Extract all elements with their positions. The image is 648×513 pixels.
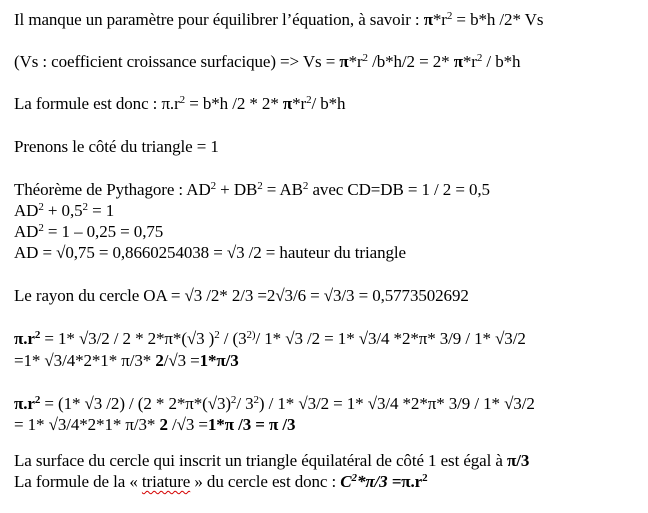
text-segment: = b*h /2* Vs xyxy=(452,10,544,29)
text-segment: *r xyxy=(348,52,363,71)
superscript: 2 xyxy=(351,472,357,484)
text-segment: avec CD=DB = 1 / 2 = 0,5 xyxy=(308,180,490,199)
line-vs-definition xyxy=(14,52,520,72)
text-segment: = 1* √3/2 / 2 * 2*π*(√3 ) xyxy=(40,329,215,348)
text-segment: AD xyxy=(14,201,39,220)
text-segment: = 1 – 0,25 = 0,75 xyxy=(43,222,164,241)
text-segment: C xyxy=(340,472,352,491)
text-segment: » du cercle est donc : xyxy=(190,472,341,491)
line-missing-parameter xyxy=(14,10,543,30)
text-segment: *π/3 = xyxy=(356,472,402,491)
text-segment: 2 xyxy=(155,351,164,370)
text-segment: /b*h/2 = 2* xyxy=(367,52,454,71)
text-segment: = (1* √3 /2) / (2 * 2*π*(√3) xyxy=(40,394,231,413)
text-segment: La formule de la « xyxy=(14,472,142,491)
text-segment: / b*h xyxy=(311,94,346,113)
line-area-calc-1 xyxy=(14,329,526,349)
text-segment: π xyxy=(453,52,463,71)
text-segment: π xyxy=(423,10,433,29)
line-pythagoras xyxy=(14,180,490,200)
line-triature-formula xyxy=(14,472,428,492)
text-segment: π/3 xyxy=(507,451,530,470)
line-area-calc-2-result xyxy=(14,415,295,435)
text-segment: /√3 = xyxy=(163,351,200,370)
superscript: 2 xyxy=(230,394,237,406)
line-conclusion xyxy=(14,451,529,471)
superscript: 2 xyxy=(362,52,368,64)
line-area-calc-2 xyxy=(14,394,535,414)
superscript: 2 xyxy=(257,180,263,192)
line-area-calc-1-result xyxy=(14,351,239,371)
text-segment: = 1 xyxy=(87,201,115,220)
superscript: 2 xyxy=(34,394,41,406)
text-segment: / 3 xyxy=(236,394,254,413)
superscript: 2 xyxy=(179,94,186,106)
text-segment: Théorème de Pythagore : AD xyxy=(14,180,211,199)
text-segment: /√3 = xyxy=(167,415,208,434)
superscript: 2 xyxy=(306,94,312,106)
text-segment: / b*h xyxy=(482,52,521,71)
superscript: 2 xyxy=(302,180,309,192)
text-segment: = 1* √3/4*2*1* π/3* xyxy=(14,415,160,434)
text-segment: π xyxy=(282,94,293,113)
superscript: 2) xyxy=(246,329,256,341)
superscript: 2 xyxy=(253,394,259,406)
superscript: 2 xyxy=(210,180,217,192)
text-segment: / (3 xyxy=(219,329,247,348)
text-segment: ) / 1* √3/2 = 1* √3/4 *2*π* 3/9 / 1* √3/2 xyxy=(258,394,535,413)
line-formula xyxy=(14,94,345,114)
line-ad-squared xyxy=(14,222,163,242)
superscript: 2 xyxy=(446,10,453,22)
text-segment: Il manque un paramètre pour équilibrer l’équation, à savoir : xyxy=(14,10,424,29)
text-segment: π.r xyxy=(14,329,35,348)
superscript: 2 xyxy=(422,472,428,484)
text-segment: = b*h /2 * 2* xyxy=(185,94,283,113)
line-triangle-side xyxy=(14,137,219,157)
text-segment: *r xyxy=(292,94,307,113)
text-segment: π.r xyxy=(14,394,35,413)
text-segment: *r xyxy=(432,10,447,29)
misspelled-word: triature xyxy=(141,472,191,491)
text-segment: 1*π/3 xyxy=(199,351,239,370)
text-segment: *r xyxy=(462,52,477,71)
superscript: 2 xyxy=(34,329,41,341)
line-ad-height xyxy=(14,243,406,263)
superscript: 2 xyxy=(476,52,483,64)
text-segment: (Vs : coefficient croissance surfacique) => Vs = xyxy=(14,52,340,71)
text-segment: + 0,5 xyxy=(43,201,83,220)
line-ad-squared-sum xyxy=(14,201,114,221)
text-segment: / 1* √3 /2 = 1* √3/4 *2*π* 3/9 / 1* √3/2 xyxy=(255,329,526,348)
text-segment: π xyxy=(339,52,349,71)
text-segment: AD xyxy=(14,222,39,241)
text-segment: La formule est donc : π.r xyxy=(14,94,180,113)
line-radius xyxy=(14,286,469,306)
text-segment: Le rayon du cercle OA = √3 /2* 2/3 =2√3/6 = √3/3 = 0,5773502692 xyxy=(14,286,469,305)
superscript: 2 xyxy=(38,201,44,213)
superscript: 2 xyxy=(214,329,220,341)
text-segment: =1* √3/4*2*1* π/3* xyxy=(14,351,156,370)
text-segment: Prenons le côté du triangle = 1 xyxy=(14,137,219,156)
text-segment: 1*π /3 = π /3 xyxy=(207,415,296,434)
superscript: 2 xyxy=(82,201,88,213)
text-segment: + DB xyxy=(216,180,258,199)
text-segment: = AB xyxy=(262,180,303,199)
text-segment: 2 xyxy=(159,415,168,434)
text-segment: AD = √0,75 = 0,8660254038 = √3 /2 = hauteur du triangle xyxy=(14,243,406,262)
text-segment: π.r xyxy=(401,472,423,491)
text-segment: La surface du cercle qui inscrit un triangle équilatéral de côté 1 est égal à xyxy=(14,451,507,470)
superscript: 2 xyxy=(38,222,44,234)
